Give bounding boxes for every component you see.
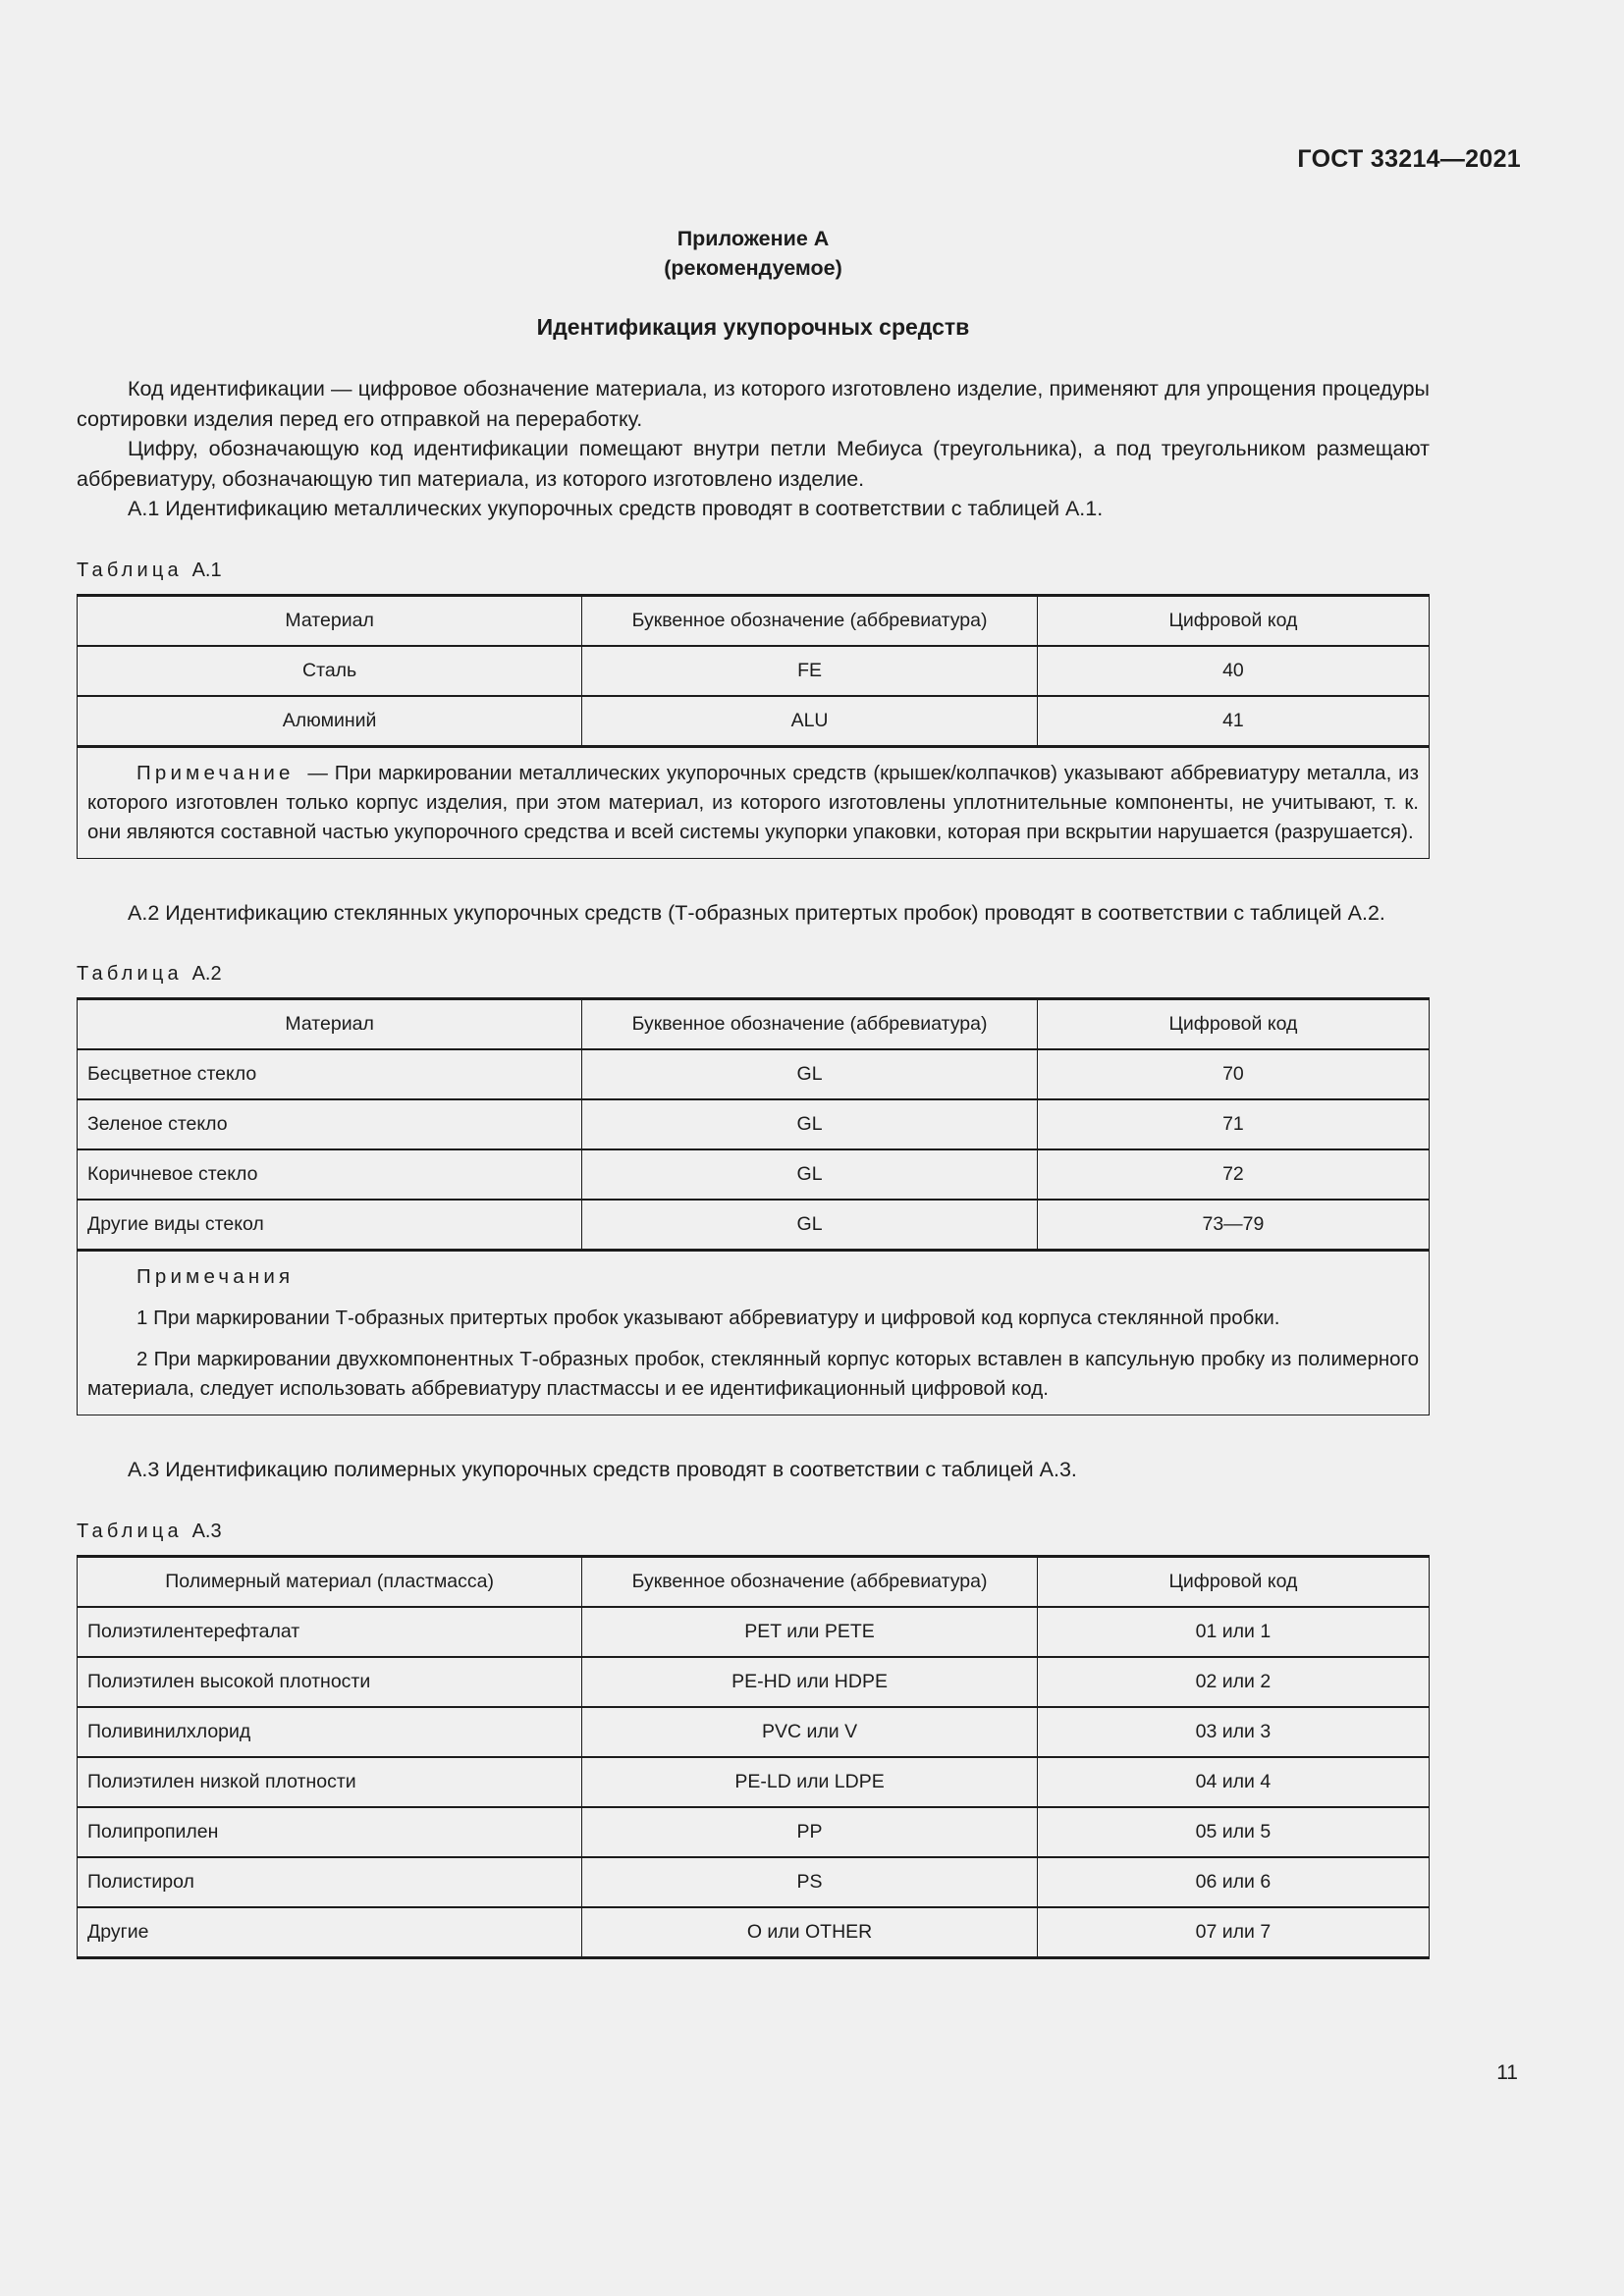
table-a2 — [77, 997, 1430, 1415]
page-content — [77, 0, 1430, 1959]
table-row — [78, 1857, 1430, 1907]
table-a3-r2-material: Поливинилхлорид — [78, 1707, 582, 1757]
table-a3-r5-code: 06 или 6 — [1037, 1857, 1429, 1907]
table-a2-header-abbreviation: Буквенное обозначение (аббревиатура) — [582, 999, 1038, 1050]
table-a2-caption-label: Таблица — [77, 963, 183, 985]
intro-paragraphs — [77, 374, 1430, 524]
table-a2-r0-code: 70 — [1037, 1049, 1429, 1099]
table-a3-r6-abbreviation: O или OTHER — [582, 1907, 1038, 1958]
clause-a3: А.3 Идентификацию полимерных укупорочных средств проводят в соответствии с таблицей А.3. — [128, 1458, 1077, 1481]
table-a1-header-row — [78, 595, 1430, 646]
table-a3 — [77, 1555, 1430, 1959]
table-a1-note-row — [78, 746, 1430, 858]
table-a2-r1-code: 71 — [1037, 1099, 1429, 1149]
table-a3-r1-code: 02 или 2 — [1037, 1657, 1429, 1707]
table-a1-header-material: Материал — [78, 595, 582, 646]
table-a3-caption — [77, 1521, 1430, 1543]
table-a3-r6-material: Другие — [78, 1907, 582, 1958]
table-a3-header-code: Цифровой код — [1037, 1556, 1429, 1607]
table-row — [78, 1099, 1430, 1149]
table-a1-note-cell — [78, 746, 1430, 858]
table-a1-r0-code: 40 — [1037, 646, 1429, 696]
table-a2-note-1: 1 При маркировании Т-образных притертых пробок указывают аббревиатуру и цифровой код корпуса стеклянной пробки. — [136, 1307, 1280, 1329]
table-a3-r0-material: Полиэтилентерефталат — [78, 1607, 582, 1657]
table-a2-r3-abbreviation: GL — [582, 1200, 1038, 1251]
table-a3-header-row — [78, 1556, 1430, 1607]
table-a2-header-row — [78, 999, 1430, 1050]
table-a3-header-material: Полимерный материал (пластмасса) — [78, 1556, 582, 1607]
standard-header: ГОСТ 33214—2021 — [1297, 145, 1521, 173]
table-a2-caption — [77, 963, 1430, 986]
table-a1-r0-material: Сталь — [78, 646, 582, 696]
table-a1-header-code: Цифровой код — [1037, 595, 1429, 646]
table-a1-caption-number: А.1 — [191, 559, 222, 581]
table-row — [78, 1607, 1430, 1657]
table-a3-r0-code: 01 или 1 — [1037, 1607, 1429, 1657]
table-a3-r4-code: 05 или 5 — [1037, 1807, 1429, 1857]
table-a2-caption-number: А.2 — [191, 963, 222, 985]
table-a1-caption-label: Таблица — [77, 559, 183, 581]
table-a1-r0-abbreviation: FE — [582, 646, 1038, 696]
table-a2-r2-material: Коричневое стекло — [78, 1149, 582, 1200]
table-a1-r1-abbreviation: ALU — [582, 696, 1038, 747]
table-a2-r3-code: 73—79 — [1037, 1200, 1429, 1251]
table-a2-notes-row — [78, 1251, 1430, 1415]
table-a3-r4-abbreviation: PP — [582, 1807, 1038, 1857]
table-a3-r2-code: 03 или 3 — [1037, 1707, 1429, 1757]
table-row — [78, 646, 1430, 696]
table-a1-r1-code: 41 — [1037, 696, 1429, 747]
table-a2-r0-material: Бесцветное стекло — [78, 1049, 582, 1099]
table-a3-r2-abbreviation: PVC или V — [582, 1707, 1038, 1757]
table-a3-caption-number: А.3 — [191, 1520, 222, 1542]
table-row — [78, 1049, 1430, 1099]
table-a3-r3-code: 04 или 4 — [1037, 1757, 1429, 1807]
table-row — [78, 696, 1430, 747]
table-row — [78, 1657, 1430, 1707]
table-row — [78, 1707, 1430, 1757]
clause-a2: А.2 Идентификацию стеклянных укупорочных средств (Т-образных притертых пробок) проводят в соответствии с таблицей А.2. — [128, 900, 1385, 925]
table-a3-r3-abbreviation: PE-LD или LDPE — [582, 1757, 1038, 1807]
clause-a1: А.1 Идентификацию металлических укупорочных средств проводят в соответствии с таблицей А.1. — [128, 497, 1104, 520]
table-a3-header-abbreviation: Буквенное обозначение (аббревиатура) — [582, 1556, 1038, 1607]
table-a3-r1-material: Полиэтилен высокой плотности — [78, 1657, 582, 1707]
table-a2-r1-abbreviation: GL — [582, 1099, 1038, 1149]
table-a2-header-code: Цифровой код — [1037, 999, 1429, 1050]
table-a3-r0-abbreviation: PET или PETE — [582, 1607, 1038, 1657]
table-row — [78, 1907, 1430, 1958]
table-row — [78, 1200, 1430, 1251]
table-a1-caption — [77, 560, 1430, 582]
table-a2-header-material: Материал — [78, 999, 582, 1050]
table-a1-note-paragraph — [87, 759, 1419, 847]
table-a1-note-dash: — — [307, 761, 328, 784]
table-a3-r6-code: 07 или 7 — [1037, 1907, 1429, 1958]
table-row — [78, 1757, 1430, 1807]
table-a3-r5-material: Полистирол — [78, 1857, 582, 1907]
table-a3-r1-abbreviation: PE-HD или HDPE — [582, 1657, 1038, 1707]
table-a1-note-text: При маркировании металлических укупорочных средств (крышек/колпачков) указывают аббревиатуру металла, из которого изготовлен только корпус изделия, при этом материал, из которого изготовлены уплотнительные компоненты, не учитывают, т. к. они являются составной частью укупорочного средства и всей системы укупорки упаковки, которая при вскрытии нарушается (разрушается). — [87, 761, 1419, 843]
annex-title: Приложение А — [677, 227, 830, 250]
table-a2-note-2: 2 При маркировании двухкомпонентных Т-образных пробок, стеклянный корпус которых вставлен в капсульную пробку из полимерного материала, следует использовать аббревиатуру пластмассы и ее идентификационный цифровой код. — [87, 1348, 1419, 1400]
intro-paragraph-1: Код идентификации — цифровое обозначение материала, из которого изготовлено изделие, применяют для упрощения процедуры сортировки изделия перед его отправкой на переработку. — [77, 377, 1430, 431]
table-a3-r5-abbreviation: PS — [582, 1857, 1038, 1907]
table-a3-r4-material: Полипропилен — [78, 1807, 582, 1857]
table-a2-r1-material: Зеленое стекло — [78, 1099, 582, 1149]
annex-heading: Идентификация укупорочных средств — [536, 314, 970, 340]
table-a2-r2-code: 72 — [1037, 1149, 1429, 1200]
table-a2-notes-cell — [78, 1251, 1430, 1415]
table-a1-r1-material: Алюминий — [78, 696, 582, 747]
page-number: 11 — [1496, 2061, 1518, 2084]
annex-subtitle: (рекомендуемое) — [664, 256, 842, 280]
table-a1-note-lead: Примечание — [136, 761, 295, 784]
table-a2-r2-abbreviation: GL — [582, 1149, 1038, 1200]
table-a3-caption-label: Таблица — [77, 1520, 183, 1542]
table-a1-header-abbreviation: Буквенное обозначение (аббревиатура) — [582, 595, 1038, 646]
intro-paragraph-2: Цифру, обозначающую код идентификации помещают внутри петли Мебиуса (треугольника), а под треугольником размещают аббревиатуру, обозначающую тип материала, из которого изготовлено изделие. — [77, 437, 1430, 491]
table-a1 — [77, 594, 1430, 859]
table-row — [78, 1807, 1430, 1857]
table-a2-notes-lead: Примечания — [136, 1265, 295, 1288]
table-a3-r3-material: Полиэтилен низкой плотности — [78, 1757, 582, 1807]
table-a2-r0-abbreviation: GL — [582, 1049, 1038, 1099]
table-row — [78, 1149, 1430, 1200]
table-a2-r3-material: Другие виды стекол — [78, 1200, 582, 1251]
